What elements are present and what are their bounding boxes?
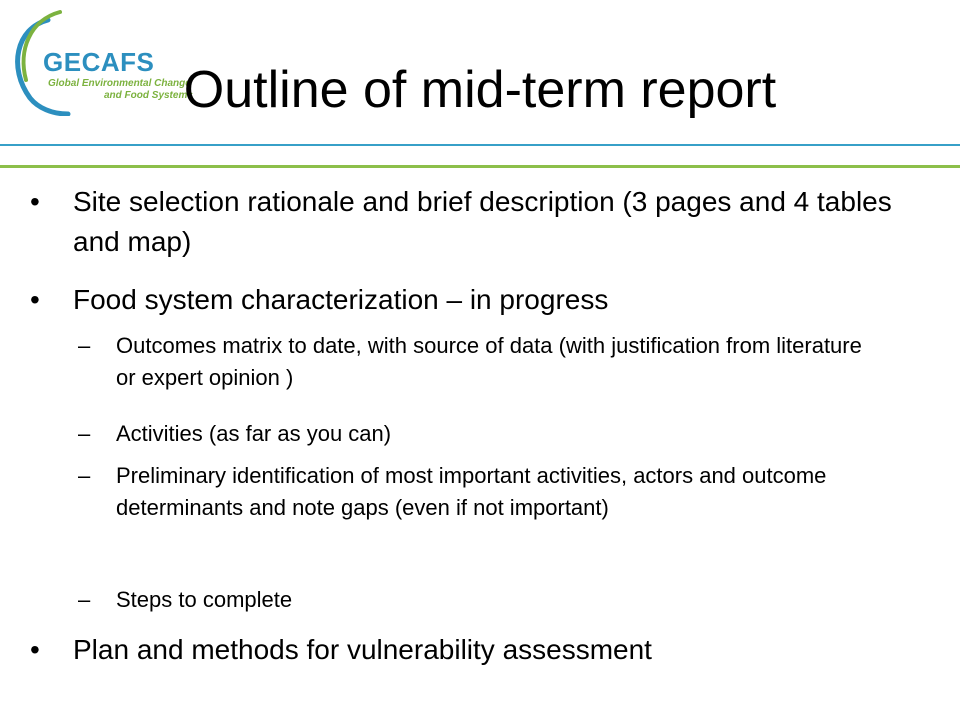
- subitem-activities: [78, 418, 878, 450]
- bullet-marker: •: [30, 186, 40, 217]
- subitem-text: Steps to complete: [116, 587, 293, 612]
- slide-title: Outline of mid-term report: [183, 61, 777, 119]
- bullet-food-system: [30, 280, 910, 320]
- subitem-text: Outcomes matrix to date, with source of data (with justification from literature or expert opinion ): [116, 333, 862, 390]
- subitem-outcomes-matrix: [78, 330, 878, 394]
- subitem-text: Activities (as far as you can): [116, 421, 392, 446]
- logo-tagline-line2: and Food Systems: [104, 90, 193, 101]
- bullet-marker: •: [30, 284, 40, 315]
- sub-marker: –: [78, 421, 91, 446]
- sub-marker: –: [78, 333, 91, 358]
- bullet-text: Site selection rationale and brief description (3 pages and 4 tables and map): [73, 186, 892, 257]
- sub-marker: –: [78, 587, 91, 612]
- bullet-text: Plan and methods for vulnerability assessment: [73, 634, 652, 665]
- subitem-preliminary-identification: [78, 460, 878, 524]
- subitem-steps-to-complete: [78, 584, 878, 616]
- subitem-text: Preliminary identification of most important activities, actors and outcome determinants and note gaps (even if not important): [116, 463, 827, 520]
- logo-tagline-line1: Global Environmental Change: [48, 78, 191, 89]
- logo-name: GECAFS: [43, 47, 155, 77]
- bullet-vulnerability-plan: [30, 630, 910, 670]
- sub-marker: –: [78, 463, 91, 488]
- bullet-site-selection: [30, 182, 910, 262]
- bullet-marker: •: [30, 634, 40, 665]
- bullet-text: Food system characterization – in progress: [73, 284, 609, 315]
